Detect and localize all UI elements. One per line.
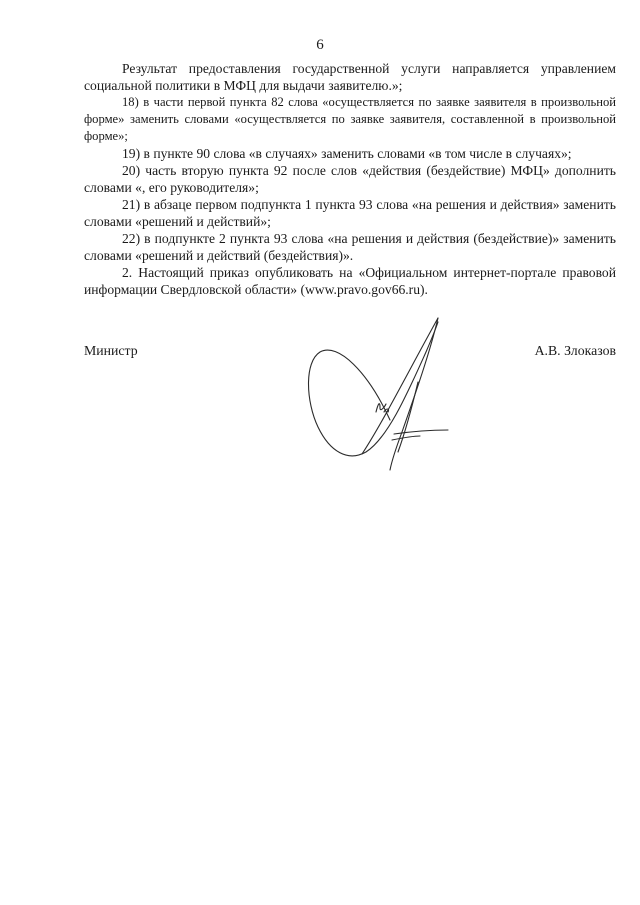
paragraph-item-22: 22) в подпункте 2 пункта 93 слова «на решения и действия (бездействие)» заменить словами «решений и действий (бездействия)». — [84, 231, 616, 263]
page-number: 6 — [316, 37, 324, 53]
document-body — [84, 60, 616, 298]
paragraph-item-19: 19) в пункте 90 слова «в случаях» заменить словами «в том числе в случаях»; — [122, 146, 572, 161]
paragraph-item-20: 20) часть вторую пункта 92 после слов «действия (бездействие) МФЦ» дополнить словами «, его руководителя»; — [84, 163, 616, 195]
paragraph-result: Результат предоставления государственной услуги направляется управлением социальной политики в МФЦ для выдачи заявителю.»; — [84, 61, 616, 93]
paragraph-publication: 2. Настоящий приказ опубликовать на «Официальном интернет-портале правовой информации Свердловской области» (www.pravo.gov66.ru). — [84, 265, 616, 297]
paragraph-item-18: 18) в части первой пункта 82 слова «осуществляется по заявке заявителя в произвольной форме» заменить словами «осуществляется по заявке заявителя, составленной в произвольной форме»; — [84, 95, 616, 143]
handwritten-signature — [298, 312, 458, 482]
paragraph-item-21: 21) в абзаце первом подпункта 1 пункта 93 слова «на решения и действия» заменить словами «решений и действий»; — [84, 197, 616, 229]
signatory-title: Министр — [84, 343, 138, 358]
signatory-name: А.В. Злоказов — [534, 343, 616, 358]
